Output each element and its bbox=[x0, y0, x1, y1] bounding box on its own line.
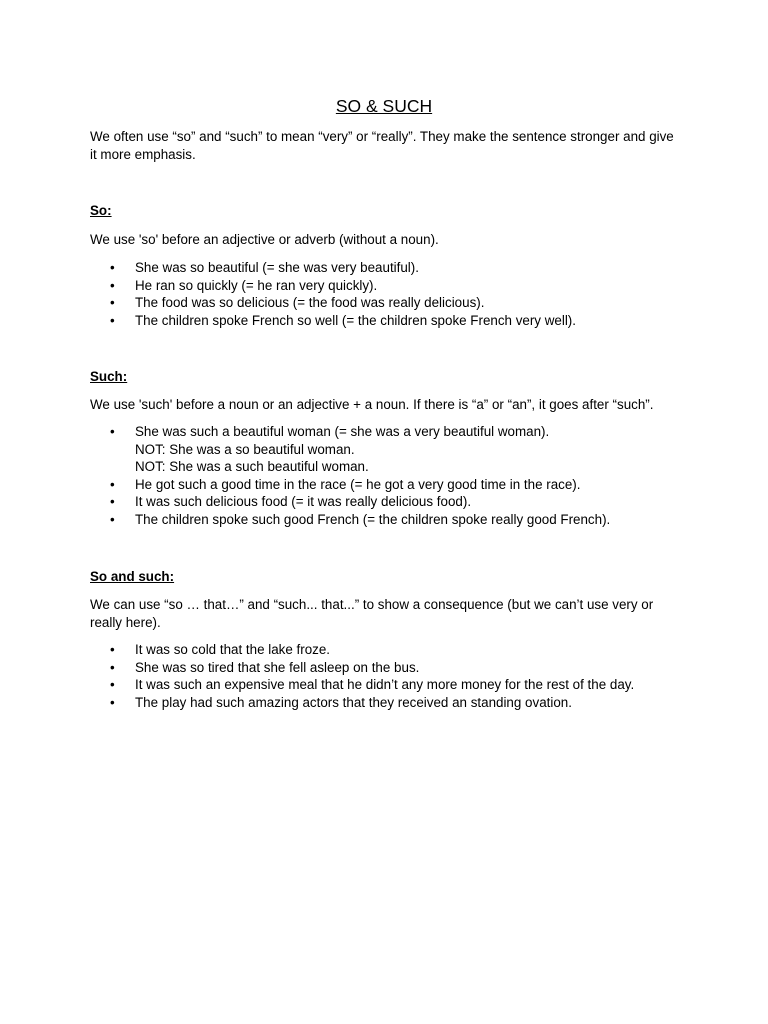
list-item: • The food was so delicious (= the food was really delicious). bbox=[110, 295, 485, 310]
bullet-icon: • bbox=[110, 476, 115, 492]
list-item: • She was such a beautiful woman (= she was a very beautiful woman). NOT: She was a so beautiful woman. NOT: She was a such beautiful woman. bbox=[90, 423, 680, 476]
list-item: • It was such an expensive meal that he didn’t any more money for the rest of the day. bbox=[110, 677, 635, 692]
list-item: • The play had such amazing actors that they received an standing ovation. bbox=[110, 694, 572, 710]
section-text-so: We use 'so' before an adjective or adverb (without a noun). bbox=[90, 232, 439, 247]
list-item: • He ran so quickly (= he ran very quickly). bbox=[110, 277, 378, 293]
page-title: SO & SUCH bbox=[335, 96, 433, 116]
section-text-so-and-such: We can use “so … that…” and “such... that...” to show a consequence (but we can’t use very or really here). bbox=[90, 597, 654, 630]
bullet-icon: • bbox=[110, 260, 115, 275]
list-item: • She was so tired that she fell asleep on the bus. bbox=[110, 659, 420, 675]
list-item: • It was so cold that the lake froze. bbox=[110, 642, 331, 657]
section-text-such: We use 'such' before a noun or an adjective + a noun. If there is “a” or “an”, it goes after “such”. bbox=[90, 397, 654, 412]
bullet-icon: • bbox=[110, 677, 115, 692]
list-item: • He got such a good time in the race (= he got a very good time in the race). bbox=[110, 476, 581, 492]
section-heading-so: So: bbox=[90, 203, 112, 218]
bullet-icon: • bbox=[110, 295, 115, 310]
bullet-icon: • bbox=[110, 312, 115, 328]
counter-example: NOT: She was a so beautiful woman. bbox=[135, 441, 355, 457]
bullet-list-so-and-such bbox=[90, 641, 680, 711]
bullet-icon: • bbox=[110, 511, 115, 527]
bullet-icon: • bbox=[110, 642, 115, 657]
bullet-icon: • bbox=[110, 494, 115, 509]
intro-paragraph: We often use “so” and “such” to mean “very” or “really”. They make the sentence stronger and give it more emphasis. bbox=[90, 129, 674, 162]
bullet-icon: • bbox=[110, 277, 115, 293]
bullet-list-such bbox=[90, 423, 680, 528]
bullet-icon: • bbox=[110, 424, 115, 439]
list-item: • It was such delicious food (= it was really delicious food). bbox=[110, 494, 472, 509]
bullet-icon: • bbox=[110, 694, 115, 710]
section-heading-so-and-such: So and such: bbox=[90, 569, 175, 584]
section-heading-such: Such: bbox=[90, 369, 128, 384]
list-item: • The children spoke such good French (= the children spoke really good French). bbox=[110, 511, 611, 527]
list-item: • The children spoke French so well (= the children spoke French very well). bbox=[110, 312, 576, 328]
counter-example: NOT: She was a such beautiful woman. bbox=[135, 459, 369, 474]
bullet-list-so bbox=[90, 259, 680, 329]
list-item: • She was so beautiful (= she was very beautiful). bbox=[110, 260, 419, 275]
bullet-icon: • bbox=[110, 659, 115, 675]
